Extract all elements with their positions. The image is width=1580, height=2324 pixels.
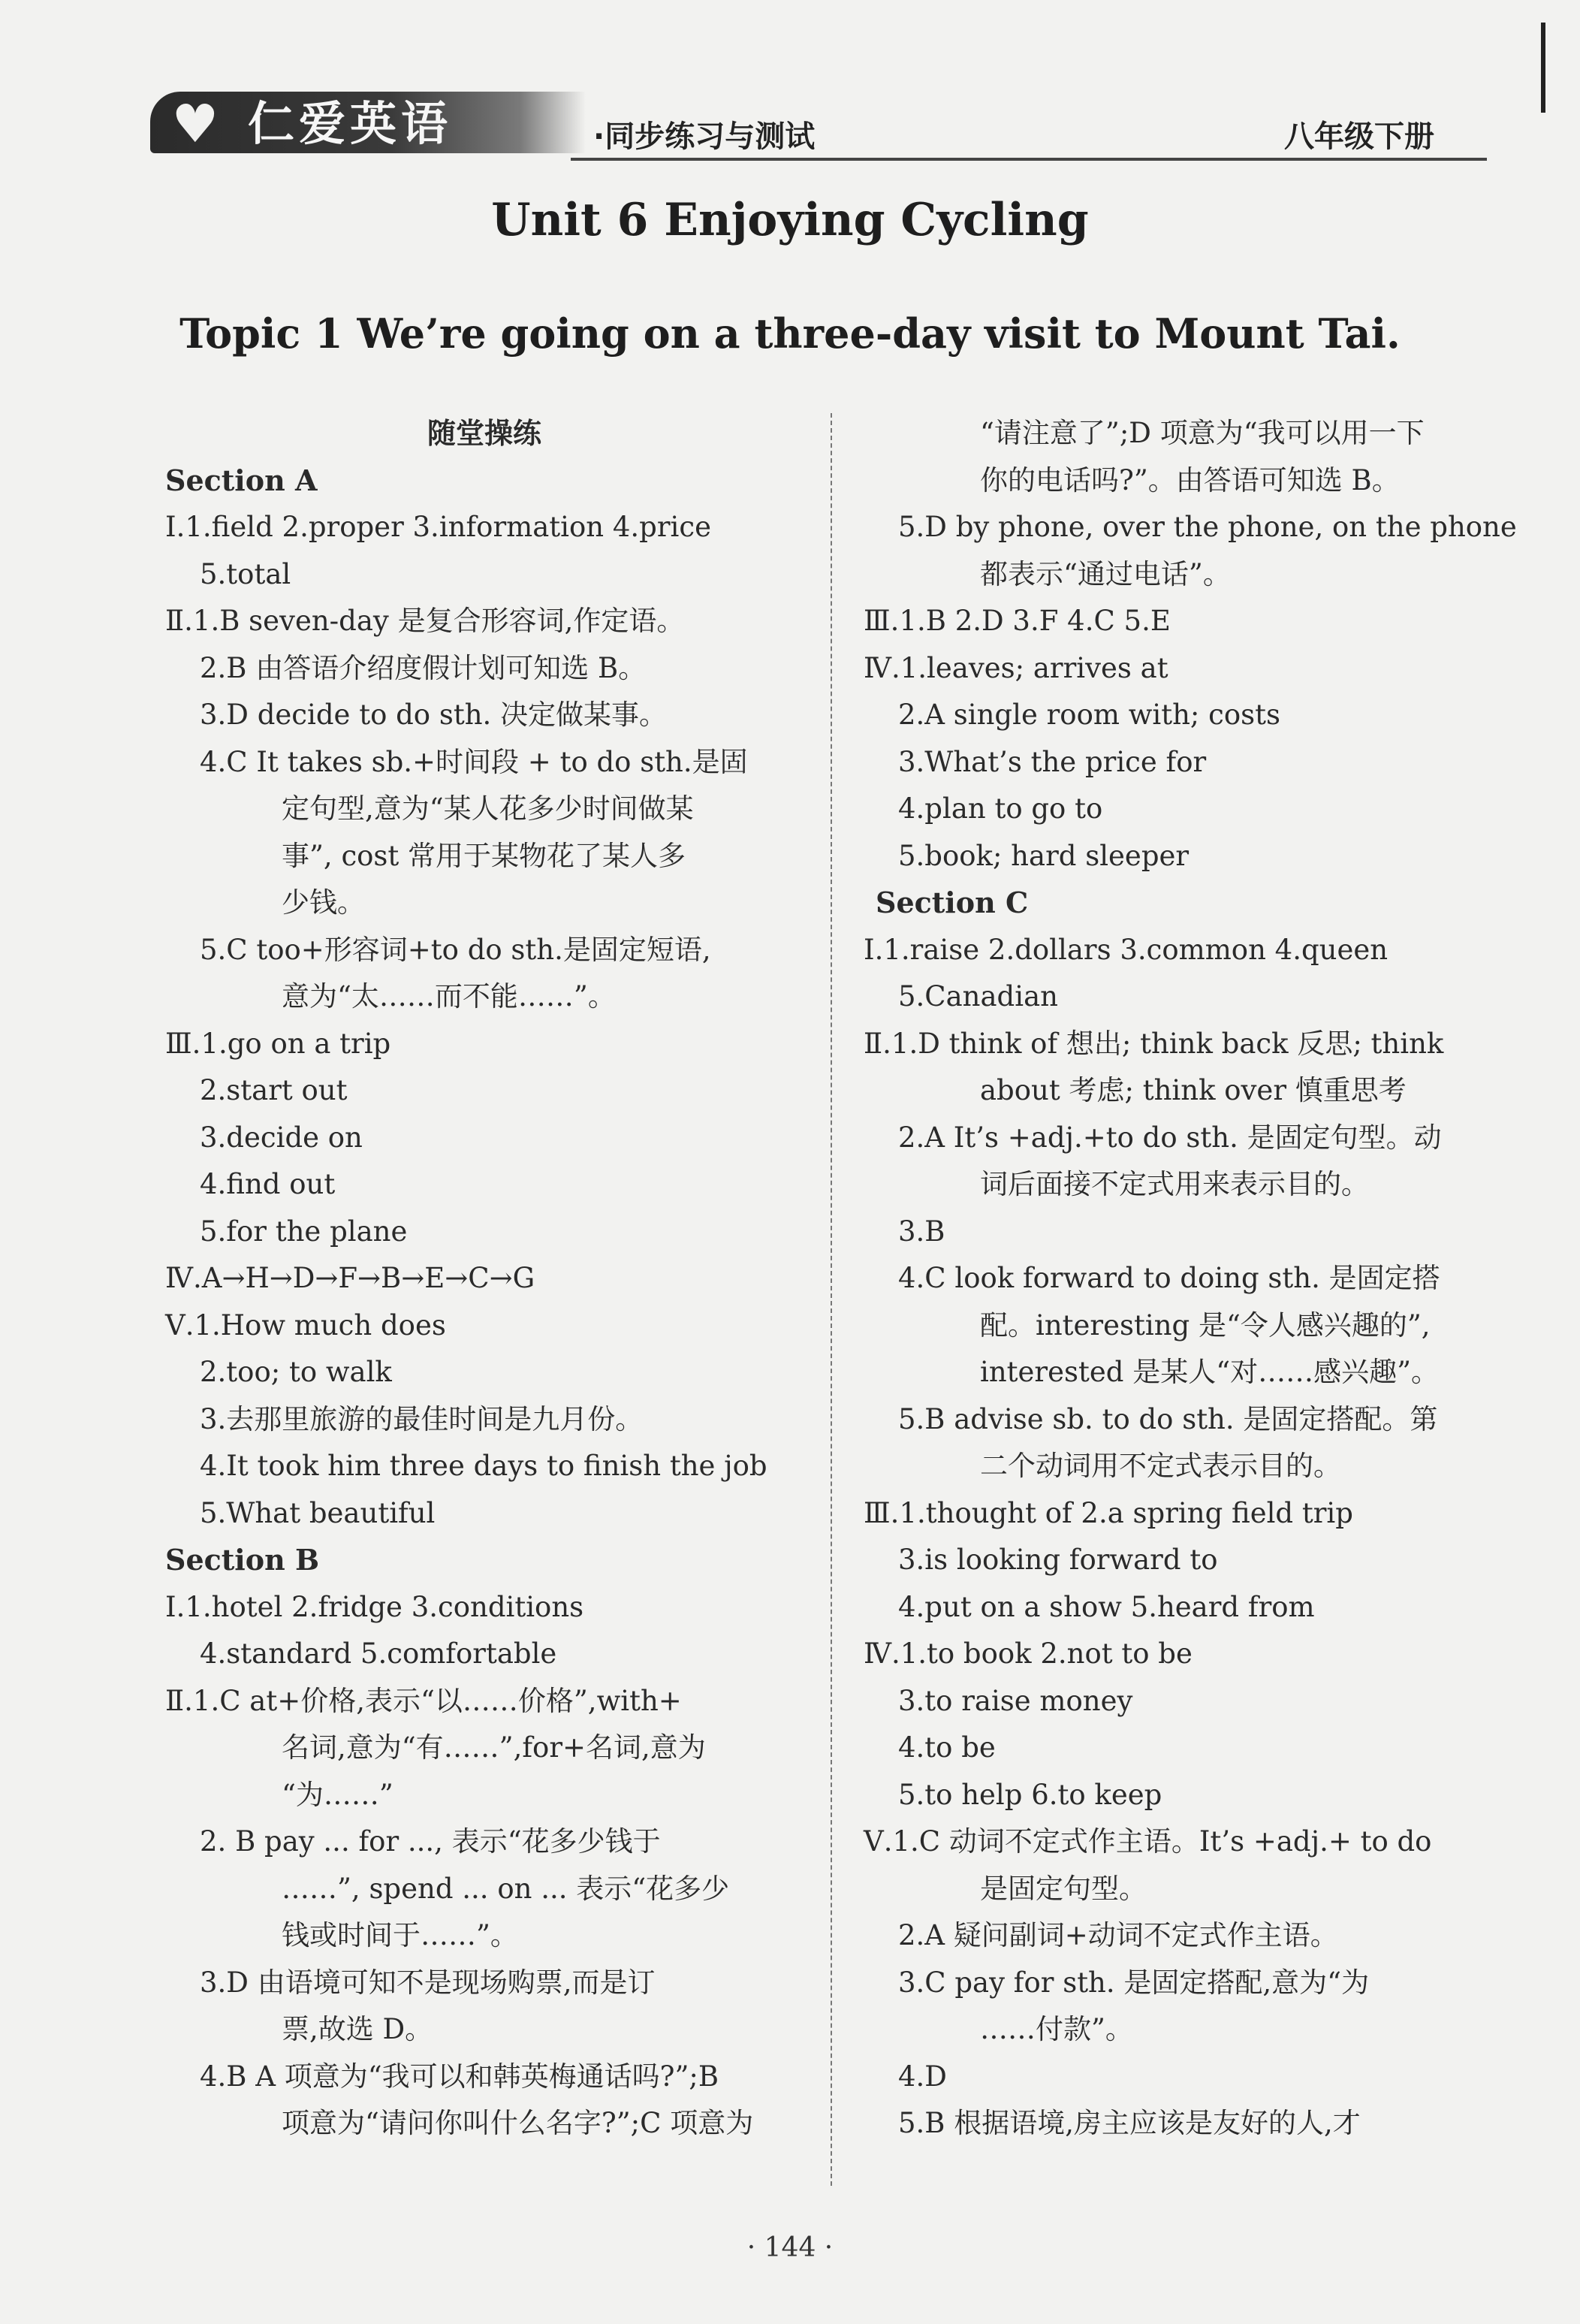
answer-line: Section C [876,886,1029,919]
answer-line: 二个动词用不定式表示目的。 [980,1450,1341,1482]
answer-line: Ⅱ.1.B seven-day 是复合形容词,作定语。 [165,605,685,637]
answer-line: 4.D [898,2060,947,2093]
answer-line: 2. B pay ... for ..., 表示“花多少钱于 [200,1825,661,1858]
page-header [150,83,1487,165]
answer-line: 2.A single room with; costs [898,699,1280,731]
unit-title: Unit 6 Enjoying Cycling [491,194,1089,246]
answer-line: Section A [165,463,318,497]
answer-line: Ⅲ.1.thought of 2.a spring field trip [864,1496,1353,1529]
answer-line: interested 是某人“对……感兴趣”。 [980,1356,1440,1388]
answer-line: 4.plan to go to [898,792,1103,825]
answer-line: 3.decide on [200,1121,363,1154]
page-number: · 144 · [746,2232,834,2263]
answer-line: 5.B advise sb. to do sth. 是固定搭配。第 [898,1402,1438,1435]
answer-line: 少钱。 [282,886,365,919]
answer-line: Section B [165,1543,320,1577]
answer-line: 4.It took him three days to finish the job [200,1450,767,1482]
answer-line: “请注意了”;D 项意为“我可以用一下 [980,417,1425,449]
answer-line: 词后面接不定式用来表示目的。 [980,1168,1369,1200]
answer-line: 5.Canadian [898,980,1058,1013]
answer-line: Ⅴ.1.How much does [165,1308,446,1342]
answer-line: 2.too; to walk [200,1356,392,1388]
answer-line: 3.What’s the price for [898,745,1207,778]
answer-line: 2.start out [200,1074,348,1106]
answer-line: 2.B 由答语介绍度假计划可知选 B。 [200,651,647,684]
answer-line: ……付款”。 [980,2013,1133,2045]
answer-line: Ⅲ.1.B 2.D 3.F 4.C 5.E [864,605,1171,637]
answer-line: Ⅰ.1.hotel 2.fridge 3.conditions [165,1590,584,1623]
answer-line: 3.C pay for sth. 是固定搭配,意为“为 [898,1966,1370,1999]
answer-line: Ⅰ.1.raise 2.dollars 3.common 4.queen [864,933,1389,966]
header-rule [571,158,1487,161]
answer-line: Ⅱ.1.D think of 想出; think back 反思; think [864,1027,1444,1060]
answer-line: 是固定句型。 [980,1872,1147,1905]
answer-line: “为……” [282,1778,393,1811]
answer-line: Ⅲ.1.go on a trip [165,1027,391,1060]
answer-line: 项意为“请问你叫什么名字?”;C 项意为 [282,2107,754,2139]
answer-line: 票,故选 D。 [282,2013,433,2045]
answer-line: 定句型,意为“某人花多少时间做某 [282,792,694,825]
answer-line: Ⅰ.1.field 2.proper 3.information 4.price [165,511,711,543]
answer-line: 2.A It’s +adj.+to do sth. 是固定句型。动 [898,1121,1442,1154]
answer-line: 5.total [200,557,291,590]
answer-line: 你的电话吗?”。由答语可知选 B。 [980,463,1400,496]
right-column [864,410,1517,2147]
answer-line: 钱或时间于……”。 [282,1919,518,1951]
heart-logo-icon: ♥ [171,93,219,155]
answer-line: 5.B 根据语境,房主应该是友好的人,才 [898,2107,1361,2139]
answer-line: 3.to raise money [898,1684,1133,1717]
topic-title: Topic 1 We’re going on a three-day visit to Mount Tai. [179,309,1401,358]
answer-line: 事”, cost 常用于某物花了某人多 [282,839,686,872]
answer-line: 4.B A 项意为“我可以和韩英梅通话吗?”;B [200,2060,719,2093]
answer-line: 4.standard 5.comfortable [200,1637,557,1670]
answer-line: 2.A 疑问副词+动词不定式作主语。 [898,1919,1338,1951]
answer-line: Ⅳ.A→H→D→F→B→E→C→G [165,1262,535,1294]
answer-line: 4.put on a show 5.heard from [898,1590,1315,1623]
answer-line: 4.to be [898,1731,996,1764]
answer-line: Ⅱ.1.C at+价格,表示“以……价格”,with+ [165,1684,682,1717]
answer-line: 4.C look forward to doing sth. 是固定搭 [898,1262,1440,1294]
answer-line: Ⅳ.1.to book 2.not to be [864,1637,1193,1670]
answer-line: 5.to help 6.to keep [898,1778,1162,1811]
answer-line: 5.for the plane [200,1215,408,1248]
margin-mark [1541,23,1545,113]
answer-line: Ⅴ.1.C 动词不定式作主语。It’s +adj.+ to do [864,1825,1432,1858]
answer-line: 3.D decide to do sth. 决定做某事。 [200,699,668,731]
left-column [165,410,804,2147]
answer-line: 3.B [898,1215,945,1248]
grade-label: 八年级下册 [1284,119,1434,154]
answer-line: 5.C too+形容词+to do sth.是固定短语, [200,933,711,966]
answer-line: 配。interesting 是“令人感兴趣的”, [980,1308,1431,1342]
answer-line: 意为“太……而不能……”。 [282,980,616,1013]
answer-line: 5.What beautiful [200,1496,436,1529]
answer-line: 5.book; hard sleeper [898,839,1190,872]
brand-title: 仁爱英语 [248,96,453,151]
answer-line: 4.C It takes sb.+时间段 + to do sth.是固 [200,745,748,778]
answer-line: about 考虑; think over 慎重思考 [980,1074,1407,1106]
answer-line: 4.find out [200,1168,336,1200]
answer-line: ……”, spend ... on ... 表示“花多少 [282,1872,730,1905]
column-divider [831,413,832,2186]
answer-line: 3.D 由语境可知不是现场购票,而是订 [200,1966,656,1999]
answer-line: 5.D by phone, over the phone, on the phone [898,511,1517,543]
answer-line: 名词,意为“有……”,for+名词,意为 [282,1731,706,1764]
book-subtitle: ·同步练习与测试 [593,119,816,154]
answer-line: Ⅳ.1.leaves; arrives at [864,651,1168,684]
brand-banner [150,92,586,153]
answer-line: 3.去那里旅游的最佳时间是九月份。 [200,1402,644,1435]
answer-line: 都表示“通过电话”。 [980,557,1231,590]
answer-line: 3.is looking forward to [898,1544,1218,1576]
answer-line: 随堂操练 [427,417,541,450]
